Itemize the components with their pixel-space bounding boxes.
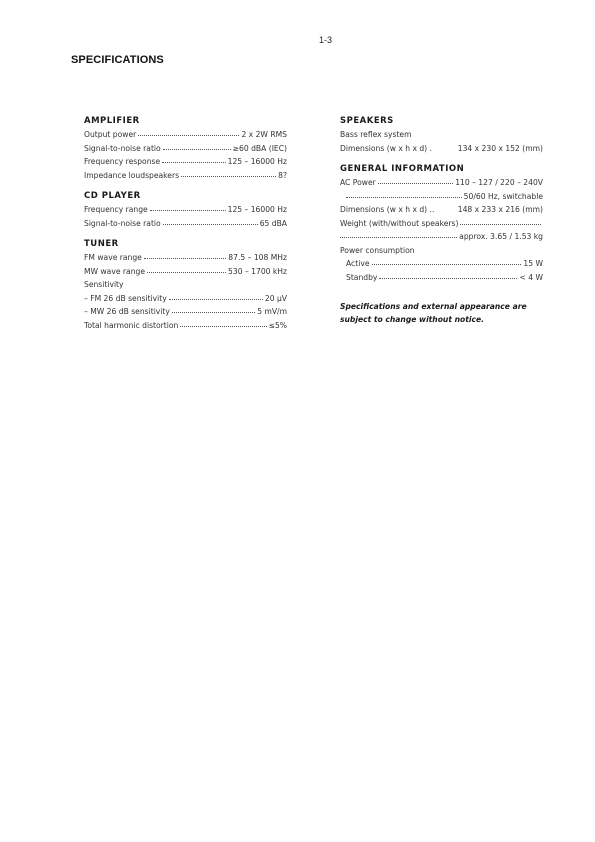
spec-label: Frequency response xyxy=(84,157,161,166)
leader-dots xyxy=(460,224,541,225)
spec-value: 50/60 Hz, switchable xyxy=(463,191,543,201)
spec-row-impedance xyxy=(84,169,287,183)
spec-label: Active xyxy=(346,259,370,268)
spec-value: 8? xyxy=(278,170,287,180)
cd-player-section xyxy=(84,190,287,230)
spec-row-snr xyxy=(84,217,287,231)
spec-label: AC Power xyxy=(340,178,376,187)
tuner-section xyxy=(84,238,287,332)
spec-row-thd xyxy=(84,319,287,333)
left-column xyxy=(84,115,287,340)
spec-label: Dimensions (w x h x d) .. xyxy=(340,205,435,214)
spec-value: approx. 3.65 / 1.53 kg xyxy=(459,232,543,241)
spec-row-dimensions xyxy=(340,203,543,217)
sensitivity-label: Sensitivity xyxy=(84,280,124,289)
spec-value: 15 W xyxy=(523,259,543,268)
spec-row-standby xyxy=(340,271,543,285)
spec-row-ac-power xyxy=(340,176,543,190)
spec-value: 110 – 127 / 220 – 240V xyxy=(455,178,543,187)
spec-label: Total harmonic distortion xyxy=(84,320,179,330)
spec-value: 2 x 2W RMS xyxy=(241,130,287,139)
leader-dots xyxy=(378,183,453,184)
page-number: 1-3 xyxy=(319,35,333,45)
spec-row-fm-sensitivity xyxy=(84,292,287,306)
spec-value: ≥60 dBA (IEC) xyxy=(232,143,287,153)
spec-row-speaker-dimensions xyxy=(340,142,543,156)
power-consumption-label: Power consumption xyxy=(340,245,415,255)
general-information-section xyxy=(340,163,543,284)
disclaimer-note: Specifications and external appearance are subject to change without notice. xyxy=(340,302,527,324)
spec-row-weight-label xyxy=(340,217,543,231)
speakers-section xyxy=(340,115,543,155)
spec-row-frequency-range xyxy=(84,203,287,217)
leader-dots xyxy=(181,176,276,177)
spec-value: 125 – 16000 Hz xyxy=(227,157,287,166)
spec-row-ac-power-continued xyxy=(340,190,543,204)
spec-value: 134 x 230 x 152 (mm) xyxy=(457,143,543,153)
spec-row-frequency-response xyxy=(84,155,287,169)
amplifier-section xyxy=(84,115,287,182)
spec-row-mw-range xyxy=(84,265,287,279)
leader-dots xyxy=(340,237,457,238)
spec-value: < 4 W xyxy=(519,272,543,282)
spec-label: Signal-to-noise ratio xyxy=(84,143,161,153)
leader-dots xyxy=(372,264,522,265)
spec-value: 5 mV/m xyxy=(257,307,287,316)
spec-row-active xyxy=(340,257,543,271)
speaker-system: Bass reflex system xyxy=(340,130,412,139)
spec-value: 65 dBA xyxy=(259,218,287,228)
leader-dots xyxy=(147,272,226,273)
tuner-heading: TUNER xyxy=(84,239,119,249)
spec-label: – FM 26 dB sensitivity xyxy=(84,293,167,303)
leader-dots xyxy=(138,135,239,136)
speakers-heading: SPEAKERS xyxy=(340,116,394,126)
spec-value: ≤5% xyxy=(268,320,287,330)
spec-value: 87.5 – 108 MHz xyxy=(228,253,287,262)
right-column xyxy=(340,115,543,326)
leader-dots xyxy=(144,258,226,259)
leader-dots xyxy=(379,278,517,279)
spec-label: Standby xyxy=(346,272,378,282)
amplifier-heading: AMPLIFIER xyxy=(84,116,140,126)
spec-value: 148 x 233 x 216 (mm) xyxy=(457,205,543,214)
general-heading: GENERAL INFORMATION xyxy=(340,164,465,174)
spec-value: 20 µV xyxy=(264,293,287,303)
page-title: SPECIFICATIONS xyxy=(71,54,164,66)
spec-label: Weight (with/without speakers) xyxy=(340,218,459,228)
leader-dots xyxy=(172,312,255,313)
leader-dots xyxy=(163,149,231,150)
leader-dots xyxy=(180,326,266,327)
spec-row-fm-range xyxy=(84,251,287,265)
leader-dots xyxy=(169,299,263,300)
spec-label: MW wave range xyxy=(84,266,145,276)
spec-value: 530 – 1700 kHz xyxy=(228,266,287,276)
spec-label: Signal-to-noise ratio xyxy=(84,218,161,228)
leader-dots xyxy=(346,197,462,198)
spec-row-output-power xyxy=(84,128,287,142)
spec-row-mw-sensitivity xyxy=(84,305,287,319)
spec-value: 125 – 16000 Hz xyxy=(227,205,287,214)
leader-dots xyxy=(150,210,226,211)
cd-player-heading: CD PLAYER xyxy=(84,191,141,201)
spec-label: Dimensions (w x h x d) . xyxy=(340,143,432,153)
spec-label: – MW 26 dB sensitivity xyxy=(84,307,170,316)
leader-dots xyxy=(163,224,258,225)
spec-label: FM wave range xyxy=(84,253,142,262)
spec-label: Frequency range xyxy=(84,205,148,214)
spec-label: Output power xyxy=(84,130,137,139)
spec-label: Impedance loudspeakers xyxy=(84,170,180,180)
spec-row-snr xyxy=(84,142,287,156)
leader-dots xyxy=(162,162,225,163)
spec-row-weight-value xyxy=(340,230,543,244)
